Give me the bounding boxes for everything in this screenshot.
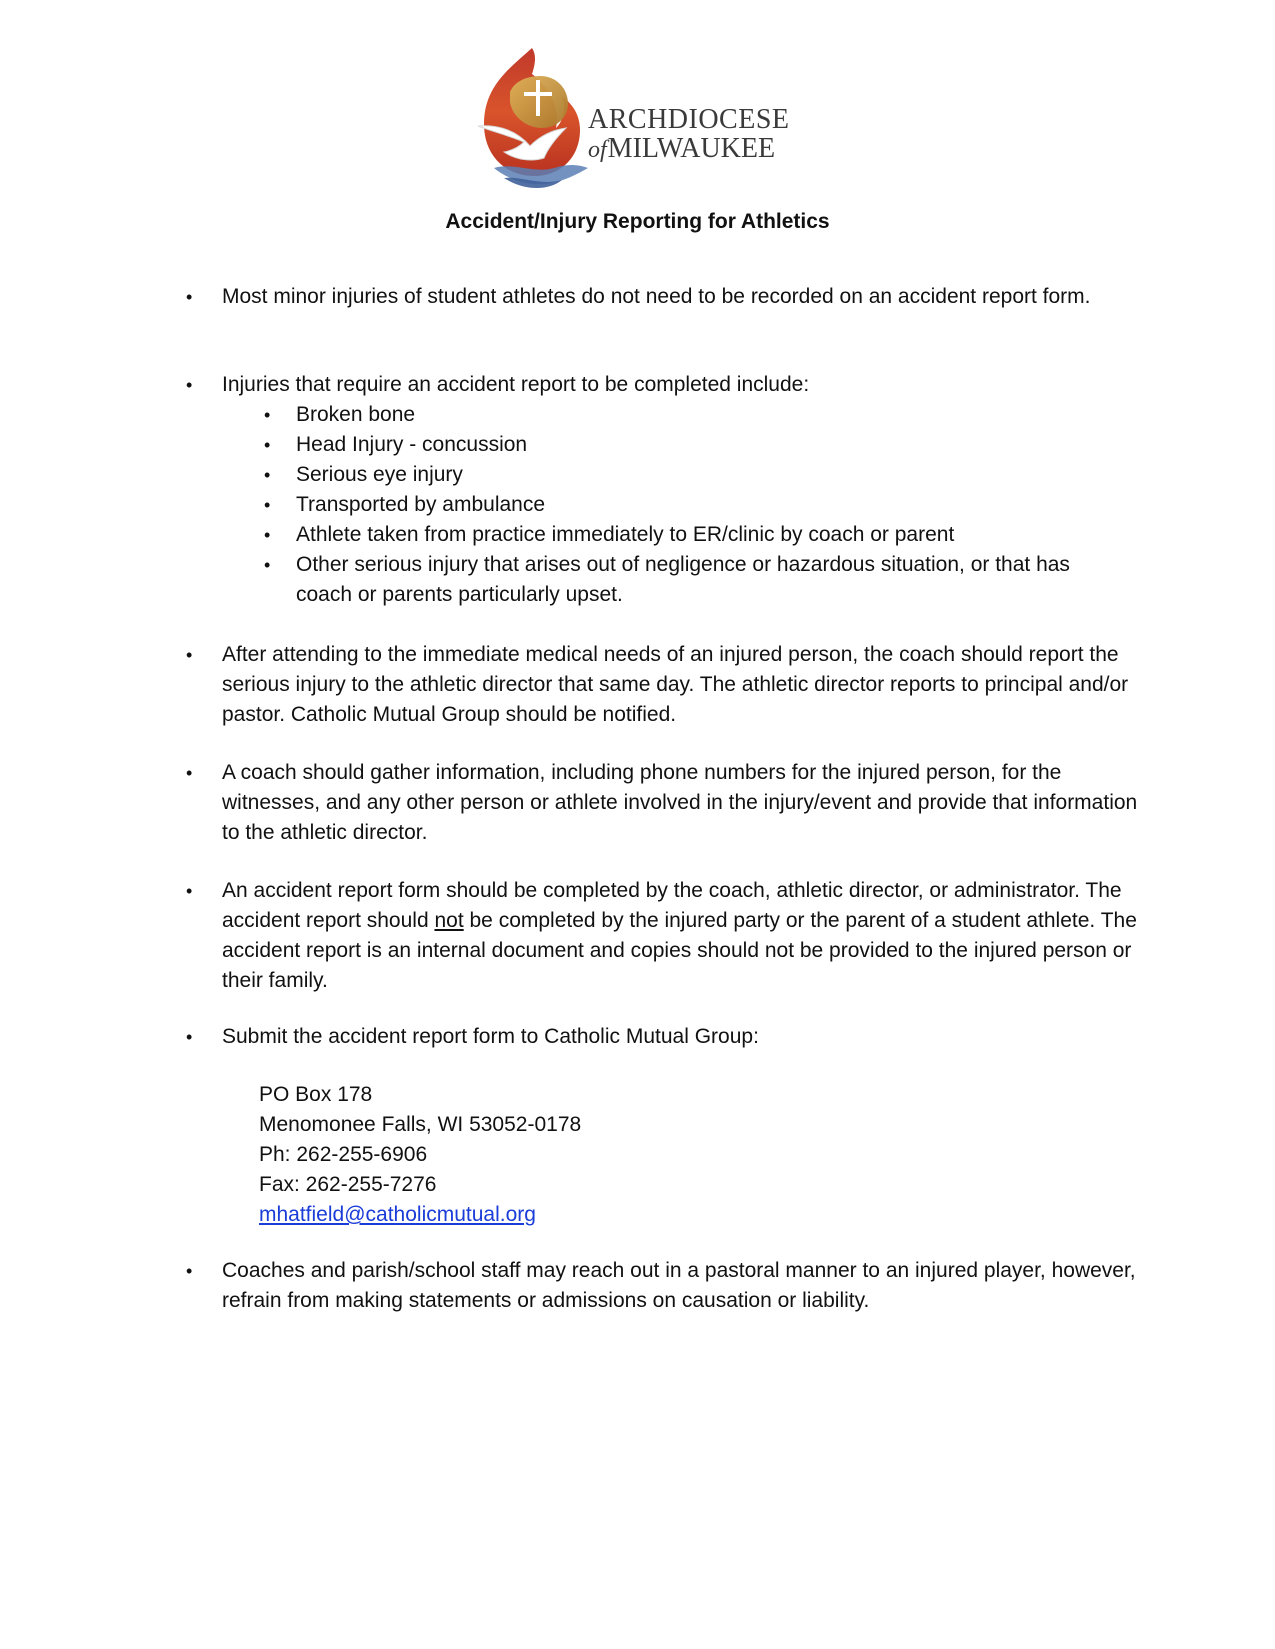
- sub-list-item-text: Athlete taken from practice immediately to ER/clinic by coach or parent: [296, 523, 955, 546]
- list-item-required-injuries: [186, 370, 1142, 400]
- bullet-icon: •: [264, 555, 271, 575]
- bullet-icon: •: [186, 375, 193, 395]
- flame-dove-icon: [470, 44, 600, 194]
- bullet-icon: •: [264, 525, 271, 545]
- bullet-icon: •: [186, 645, 193, 665]
- bullet-icon: •: [264, 495, 271, 515]
- sub-list-item-text: Transported by ambulance: [296, 493, 546, 516]
- sub-list-item-text: Broken bone: [296, 403, 416, 426]
- bullet-icon: •: [264, 465, 271, 485]
- logo-wordmark: [588, 106, 790, 163]
- logo-milwaukee: MILWAUKEE: [607, 133, 776, 164]
- sub-list-item: [264, 460, 1126, 490]
- bullet-icon: •: [186, 1027, 193, 1047]
- list-item-text: Submit the accident report form to Catholic Mutual Group:: [222, 1025, 759, 1048]
- logo-line-milwaukee: [588, 135, 790, 163]
- sub-list-item: [264, 550, 1126, 610]
- list-item-text: Most minor injuries of student athletes do not need to be recorded on an accident report form.: [222, 285, 1091, 308]
- address-city: Menomonee Falls, WI 53052-0178: [259, 1113, 582, 1136]
- bullet-icon: •: [264, 435, 271, 455]
- list-item-text: Coaches and parish/school staff may reach out in a pastoral manner to an injured player, however, refrain from making statements or admissions on causation or liability.: [222, 1259, 1136, 1312]
- list-item-text: Injuries that require an accident report to be completed include:: [222, 373, 810, 396]
- list-item-report-form: [186, 876, 1142, 996]
- list-item-text-part2: be completed by the injured party or the parent of a student athlete. The accident report is an internal document and copies should not be provided to the injured person or their family.: [222, 909, 1137, 992]
- sub-list-item-text: Serious eye injury: [296, 463, 463, 486]
- sub-list-item: [264, 490, 1126, 520]
- list-item-text: After attending to the immediate medical needs of an injured person, the coach should report the serious injury to the athletic director that same day. The athletic director reports to principal and/or pastor. Catholic Mutual Group should be notified.: [222, 643, 1129, 726]
- address-phone: Ph: 262-255-6906: [259, 1143, 428, 1166]
- list-item-text: A coach should gather information, including phone numbers for the injured person, for the witnesses, and any other person or athlete involved in the injury/event and provide that information to the athletic director.: [222, 761, 1138, 844]
- bullet-icon: •: [264, 405, 271, 425]
- logo-of: of: [588, 137, 607, 163]
- sub-list-item-text: Head Injury - concussion: [296, 433, 528, 456]
- sub-list-item: [264, 520, 1126, 550]
- list-item-pastoral: [186, 1256, 1142, 1316]
- email-link[interactable]: mhatfield@catholicmutual.org: [259, 1203, 536, 1226]
- address-fax: Fax: 262-255-7276: [259, 1173, 437, 1196]
- list-item-gather-info: [186, 758, 1142, 848]
- sub-list-item: [264, 400, 1126, 430]
- sub-list-item: [264, 430, 1126, 460]
- list-item-submit: [186, 1022, 1142, 1052]
- sub-list-item-text: Other serious injury that arises out of negligence or hazardous situation, or that has coach or parents particularly upset.: [296, 553, 1070, 606]
- address-po-box: PO Box 178: [259, 1083, 373, 1106]
- bullet-icon: •: [186, 881, 193, 901]
- logo-line-archdiocese: ARCHDIOCESE: [588, 104, 790, 135]
- emphasis-not: not: [434, 909, 464, 932]
- bullet-icon: •: [186, 763, 193, 783]
- list-item-after-attending: [186, 640, 1142, 730]
- list-item-text-part1: An accident report form should be completed by the coach, athletic director, or administrator. The accident report should: [222, 879, 1122, 932]
- mailing-address: [259, 1080, 581, 1230]
- bullet-icon: •: [186, 1261, 193, 1281]
- bullet-icon: •: [186, 287, 193, 307]
- list-item-minor-injuries: [186, 282, 1142, 312]
- archdiocese-logo: [470, 44, 810, 194]
- page-title: Accident/Injury Reporting for Athletics: [445, 210, 830, 233]
